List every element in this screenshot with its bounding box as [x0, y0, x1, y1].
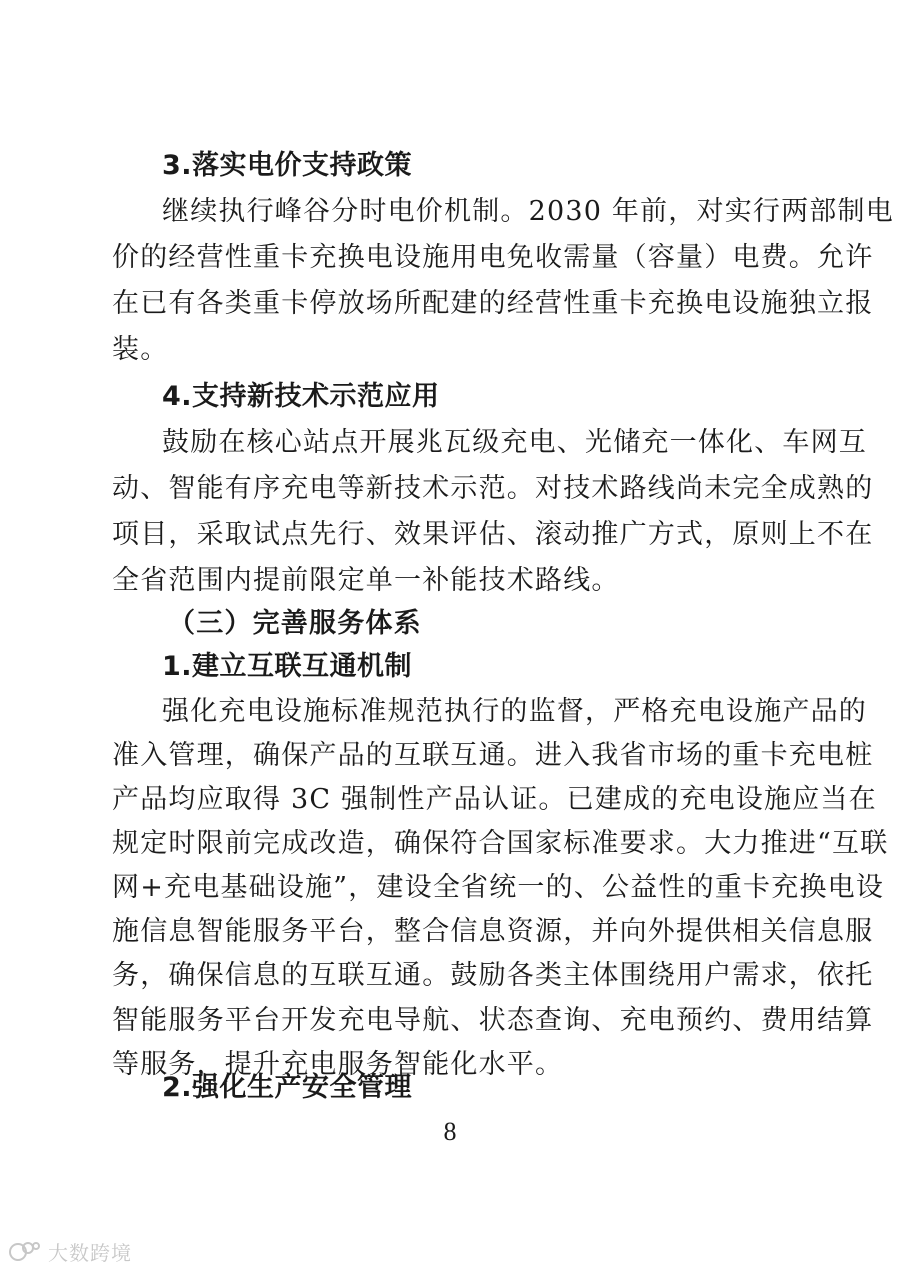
chapter-heading: （三）完善服务体系 — [168, 608, 422, 639]
paragraph-line: 智能服务平台开发充电导航、状态查询、充电预约、费用结算 — [112, 1005, 874, 1036]
paragraph-line: 网+充电基础设施”，建设全省统一的、公益性的重卡充换电设 — [112, 872, 885, 903]
section-heading: 3.落实电价支持政策 — [162, 150, 413, 181]
paragraph-line: 等服务，提升充电服务智能化水平。 — [112, 1049, 564, 1080]
paragraph-line: 装。 — [112, 334, 169, 365]
paragraph-first-line: 继续执行峰谷分时电价机制。2030 年前，对实行两部制电 — [162, 196, 894, 227]
paragraph-first-line: 鼓励在核心站点开展兆瓦级充电、光储充一体化、车网互 — [162, 427, 867, 458]
watermark — [8, 1236, 132, 1266]
paragraph-line: 施信息智能服务平台，整合信息资源，并向外提供相关信息服 — [112, 916, 874, 947]
paragraph-line: 项目，采取试点先行、效果评估、滚动推广方式，原则上不在 — [112, 519, 874, 550]
paragraph-line: 务，确保信息的互联互通。鼓励各类主体围绕用户需求，依托 — [112, 960, 874, 991]
watermark-text: 大数跨境 — [48, 1240, 132, 1265]
logo-icon — [8, 1238, 42, 1264]
paragraph-line: 准入管理，确保产品的互联互通。进入我省市场的重卡充电桩 — [112, 740, 874, 771]
section-heading: 4.支持新技术示范应用 — [162, 381, 440, 412]
page-number: 8 — [443, 1117, 457, 1146]
paragraph-line: 规定时限前完成改造，确保符合国家标准要求。大力推进“互联 — [112, 828, 889, 859]
paragraph-line: 全省范围内提前限定单一补能技术路线。 — [112, 565, 620, 596]
section-heading: 2.强化生产安全管理 — [162, 1072, 413, 1103]
paragraph-line: 价的经营性重卡充换电设施用电免收需量（容量）电费。允许 — [112, 242, 874, 273]
paragraph-line: 在已有各类重卡停放场所配建的经营性重卡充换电设施独立报 — [112, 288, 874, 319]
paragraph-line: 动、智能有序充电等新技术示范。对技术路线尚未完全成熟的 — [112, 473, 874, 504]
section-heading: 1.建立互联互通机制 — [162, 651, 413, 682]
paragraph-line: 产品均应取得 3C 强制性产品认证。已建成的充电设施应当在 — [112, 784, 877, 815]
paragraph-first-line: 强化充电设施标准规范执行的监督，严格充电设施产品的 — [162, 696, 867, 727]
